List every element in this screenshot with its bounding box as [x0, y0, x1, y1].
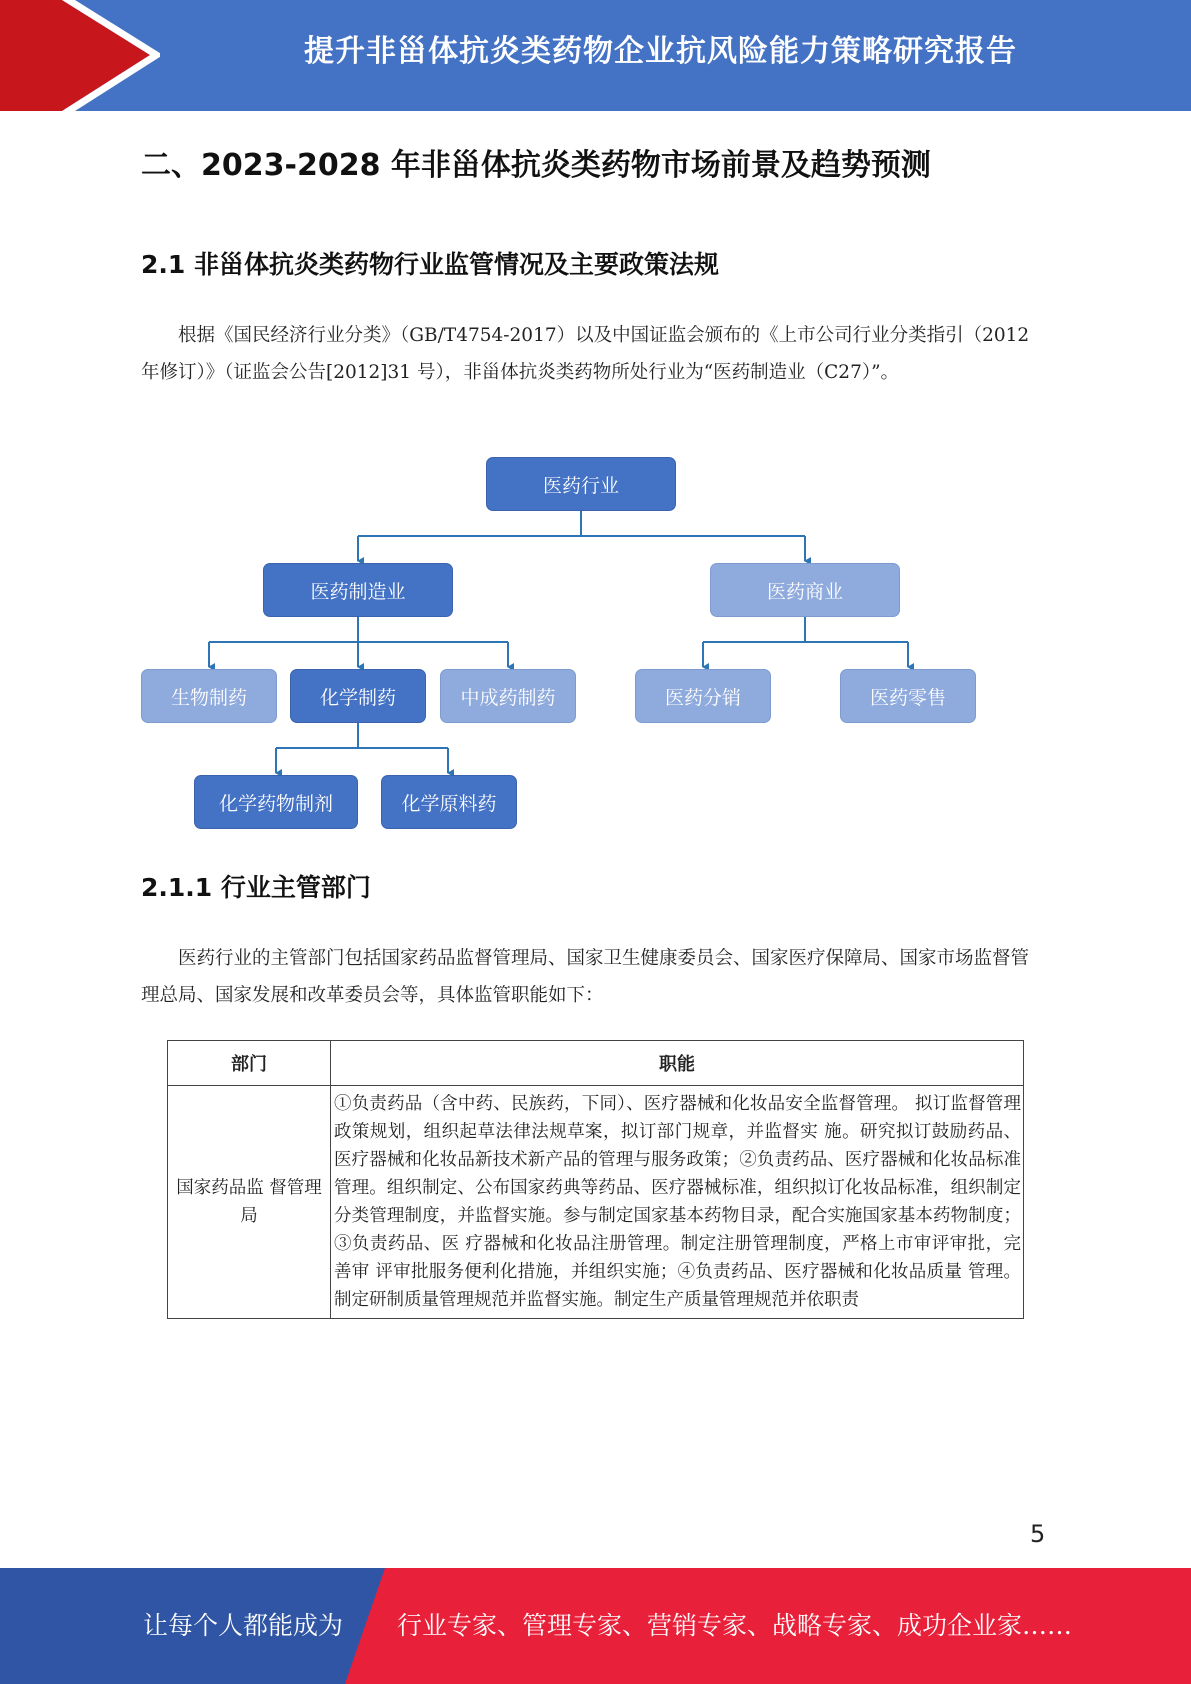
org-node-chemical-pharma: 化学制药: [290, 669, 426, 723]
section-heading: 二、2023-2028 年非甾体抗炎类药物市场前景及趋势预测: [141, 148, 931, 183]
org-node-pharma-commerce: 医药商业: [710, 563, 900, 617]
table-header-func: 职能: [331, 1041, 1024, 1086]
table-header-row: [168, 1041, 1024, 1086]
footer-banner: [0, 1568, 1191, 1684]
org-node-bio-pharma: 生物制药: [141, 669, 277, 723]
authorities-paragraph: 医药行业的主管部门包括国家药品监督管理局、国家卫生健康委员会、国家医疗保障局、国家市场监督管理总局、国家发展和改革委员会等，具体监管职能如下：: [141, 948, 1030, 1006]
header-banner: [0, 0, 1191, 111]
org-node-tcm-pharma: 中成药制药: [440, 669, 576, 723]
org-node-pharma-industry: 医药行业: [486, 457, 676, 511]
table-cell-dept: 国家药品监 督管理局: [168, 1086, 331, 1319]
org-node-pharma-distribution: 医药分销: [635, 669, 771, 723]
footer-slogan-left: 让每个人都能成为: [143, 1611, 344, 1640]
intro-paragraph: 根据《国民经济行业分类》（GB/T4754-2017）以及中国证监会颁布的《上市公司行业分类指引（2012 年修订）》（证监会公告[2012]31 号），非甾体抗炎类药物所处行业为“医药制造业（C27）”。: [141, 325, 1030, 383]
table-row: [168, 1086, 1024, 1319]
table-cell-func: ①负责药品（含中药、民族药，下同）、医疗器械和化妆品安全监督管理。 拟订监督管理政策规划，组织起草法律法规草案，拟订部门规章，并监督实 施。研究拟订鼓励药品、医疗器械和化妆品新技术新产品的管理与服务政策；②负责药品、医疗器械和化妆品标准管理。组织制定、公布国家药典等药品、医疗器械标准，组织拟订化妆品标准，组织制定分类管理制度，并监督实施。参与制定国家基本药物目录，配合实施国家基本药物制度；③负责药品、医 疗器械和化妆品注册管理。制定注册管理制度，严格上市审评审批，完善审 评审批服务便利化措施，并组织实施；④负责药品、医疗器械和化妆品质量 管理。制定研制质量管理规范并监督实施。制定生产质量管理规范并依职责: [331, 1086, 1024, 1319]
org-node-chem-preparation: 化学药物制剂: [194, 775, 358, 829]
org-node-pharma-manufacturing: 医药制造业: [263, 563, 453, 617]
footer-slogan-right: 行业专家、管理专家、营销专家、战略专家、成功企业家……: [397, 1611, 1073, 1640]
report-title: 提升非甾体抗炎类药物企业抗风险能力策略研究报告: [304, 34, 1017, 69]
page-number: 5: [1030, 1520, 1046, 1548]
table-header-dept: 部门: [168, 1041, 331, 1086]
org-node-chem-raw-material: 化学原料药: [381, 775, 517, 829]
sub-sub-section-heading: 2.1.1 行业主管部门: [141, 873, 371, 902]
sub-section-heading: 2.1 非甾体抗炎类药物行业监管情况及主要政策法规: [141, 250, 719, 279]
regulatory-departments-table: [167, 1040, 1024, 1319]
org-node-pharma-retail: 医药零售: [840, 669, 976, 723]
